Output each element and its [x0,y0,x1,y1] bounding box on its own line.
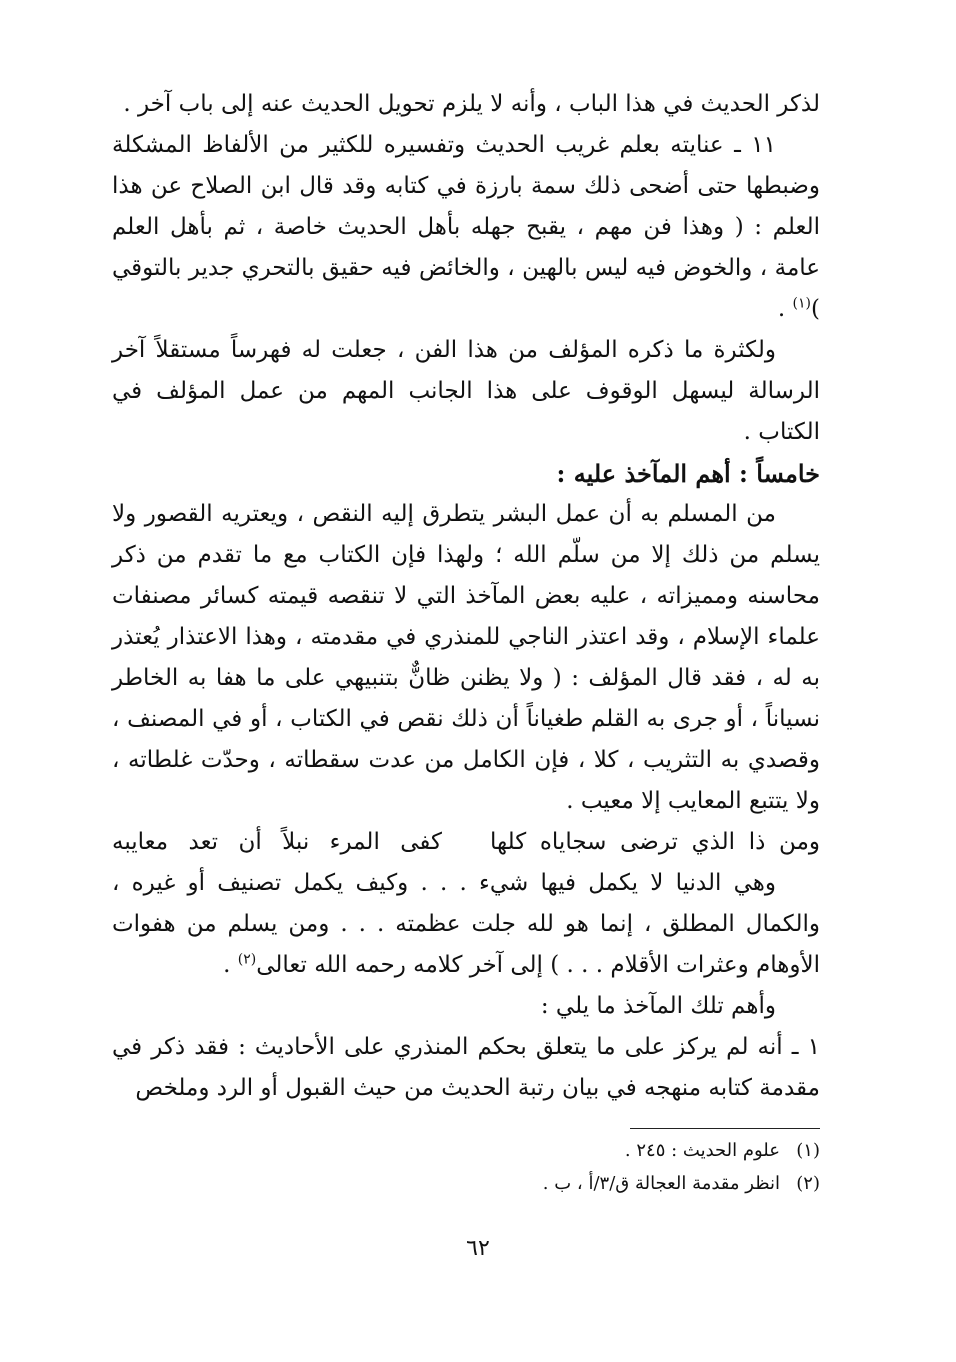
poem-hemistich-second: كفى المرء نبلاً أن تعد معايبه [112,829,442,855]
poem-verse [112,822,820,863]
quote-continuation-paragraph [112,863,820,986]
footnote-ref-2[interactable]: (٢) [237,951,257,968]
point-11-paragraph [112,125,820,330]
footnote-divider [630,1128,820,1129]
footnote-ref-1[interactable]: (١) [792,295,812,312]
point-11-end: . [777,296,793,322]
quote-continuation-end: . [223,952,238,978]
page-number: ٦٢ [466,1236,490,1261]
footnote-1 [112,1134,820,1167]
footnote-2-text: انظر مقدمة العجالة ق/٣/أ ، ب . [542,1173,780,1194]
main-text [112,84,820,1109]
footnote-2 [112,1167,820,1200]
section-heading: خامساً : أهم المآخذ عليه : [556,459,820,488]
list-intro: وأهم تلك المآخذ ما يلي : [540,993,776,1019]
footnotes [112,1134,820,1200]
footnote-2-number: (٢) [796,1173,820,1194]
index-note-paragraph: ولكثرة ما ذكره المؤلف من هذا الفن ، جعلت له فهرساً مستقلاً آخر الرسالة ليسهل الوقوف على هذا الجانب المهم من عمل المؤلف في الكتاب . [112,337,820,445]
footnote-1-text: علوم الحديث : ٢٤٥ . [624,1140,780,1161]
point-1-paragraph: ١ ـ أنه لم يركز على ما يتعلق بحكم المنذري على الأحاديث : فقد ذكر في مقدمة كتابه منهجه في بيان رتبة الحديث من حيث القبول أو الرد وملخص [112,1034,820,1101]
poem-hemistich-first: ومن ذا الذي ترضى سجاياه كلها [490,829,820,855]
quote-continuation-text: وهي الدنيا لا يكمل فيها شيء . . . وكيف يكمل تصنيف أو غيره ، والكمال المطلق ، إنما هو لله جلت عظمته . . . ومن يسلم من هفوات الأوهام وعثرات الأقلام . . . ) إلى آخر كلامه رحمه الله تعالى [112,870,821,978]
shortcomings-paragraph: من المسلم به أن عمل البشر يتطرق إليه النقص ، ويعتريه القصور ولا يسلم من ذلك إلا من سلّم الله ؛ ولهذا فإن الكتاب مع ما تقدم من ذكر محاسنه ومميزاته ، عليه بعض المآخذ التي لا تنقصه قيمته كسائر مصنفات علماء الإسلام ، وقد اعتذر الناجي للمنذري في مقدمته ، وهذا الاعتذار يُعتذر به له ، فقد قال المؤلف : ( ولا يظنن ظانٌّ بتنبيهي على ما هفا به الخاطر نسياناً ، أو جرى به القلم طغياناً أن ذلك نقص في الكتاب ، أو في المصنف ، وقصدي به التثريب ، كلا ، فإن الكامل من عدت سقطاته ، وحدّت غلطاته ، ولا يتتبع المعايب إلا معيب . [112,501,820,814]
point-11-text: ١١ ـ عنايته بعلم غريب الحديث وتفسيره للكثير من الألفاظ المشكلة وضبطها حتى أضحى ذلك سمة بارزة في كتابه وقد قال ابن الصلاح عن هذا العلم : ( وهذا فن مهم ، يقبح جهله بأهل الحديث خاصة ، ثم بأهل العلم عامة ، والخوض فيه ليس بالهين ، والخائض فيه حقيق بالتحري جدير بالتوقي ) [112,132,820,322]
continuation-line: لذكر الحديث في هذا الباب ، وأنه لا يلزم تحويل الحديث عنه إلى باب آخر . [123,91,820,117]
footnote-1-number: (١) [796,1140,820,1161]
